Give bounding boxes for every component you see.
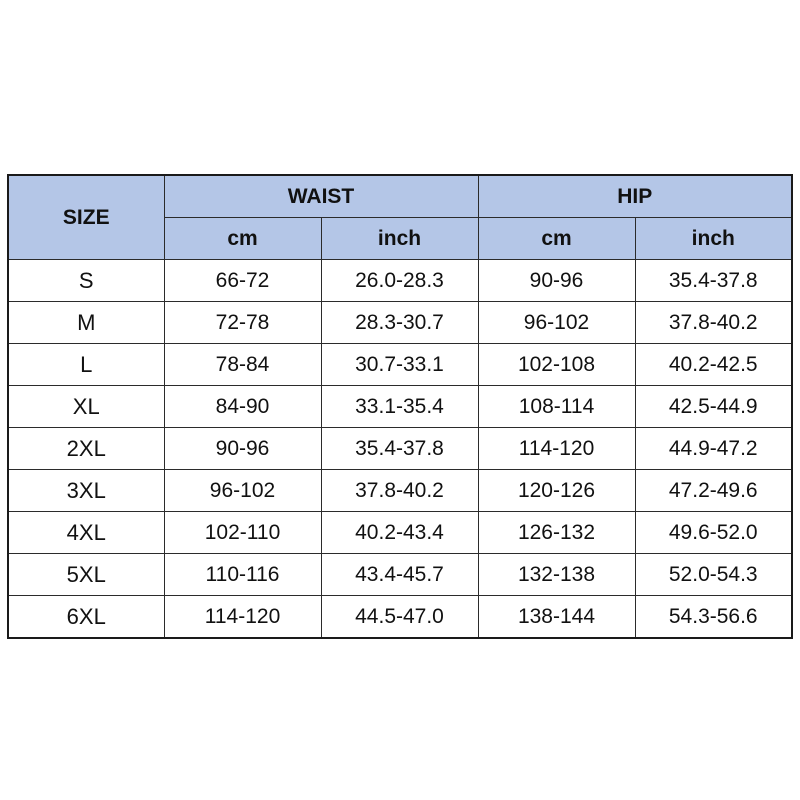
size-cell: 4XL xyxy=(8,512,164,554)
waist-cm-cell: 66-72 xyxy=(164,260,321,302)
size-cell: 5XL xyxy=(8,554,164,596)
waist-inch-cell: 35.4-37.8 xyxy=(321,428,478,470)
hip-cm-cell: 132-138 xyxy=(478,554,635,596)
waist-cm-header: cm xyxy=(164,218,321,260)
hip-cm-header: cm xyxy=(478,218,635,260)
waist-inch-cell: 28.3-30.7 xyxy=(321,302,478,344)
size-cell: S xyxy=(8,260,164,302)
waist-cm-cell: 114-120 xyxy=(164,596,321,639)
hip-inch-header: inch xyxy=(635,218,792,260)
hip-inch-cell: 40.2-42.5 xyxy=(635,344,792,386)
waist-cm-cell: 102-110 xyxy=(164,512,321,554)
waist-cm-cell: 78-84 xyxy=(164,344,321,386)
waist-inch-cell: 44.5-47.0 xyxy=(321,596,478,639)
table-row xyxy=(8,344,792,386)
table-row xyxy=(8,596,792,639)
waist-cm-cell: 110-116 xyxy=(164,554,321,596)
waist-inch-cell: 30.7-33.1 xyxy=(321,344,478,386)
size-cell: M xyxy=(8,302,164,344)
table-row xyxy=(8,470,792,512)
hip-inch-cell: 35.4-37.8 xyxy=(635,260,792,302)
table-row xyxy=(8,302,792,344)
waist-inch-cell: 26.0-28.3 xyxy=(321,260,478,302)
hip-inch-cell: 37.8-40.2 xyxy=(635,302,792,344)
size-cell: L xyxy=(8,344,164,386)
table-row xyxy=(8,554,792,596)
hip-inch-cell: 44.9-47.2 xyxy=(635,428,792,470)
table-row xyxy=(8,386,792,428)
waist-cm-cell: 72-78 xyxy=(164,302,321,344)
hip-inch-cell: 52.0-54.3 xyxy=(635,554,792,596)
header-group-row xyxy=(8,175,792,218)
size-cell: XL xyxy=(8,386,164,428)
table-header xyxy=(8,175,792,260)
size-cell: 6XL xyxy=(8,596,164,639)
hip-cm-cell: 90-96 xyxy=(478,260,635,302)
hip-cm-cell: 108-114 xyxy=(478,386,635,428)
hip-cm-cell: 120-126 xyxy=(478,470,635,512)
waist-group-header: WAIST xyxy=(164,175,478,218)
hip-cm-cell: 126-132 xyxy=(478,512,635,554)
hip-cm-cell: 114-120 xyxy=(478,428,635,470)
waist-inch-cell: 43.4-45.7 xyxy=(321,554,478,596)
waist-inch-cell: 40.2-43.4 xyxy=(321,512,478,554)
size-cell: 2XL xyxy=(8,428,164,470)
hip-cm-cell: 138-144 xyxy=(478,596,635,639)
waist-inch-cell: 37.8-40.2 xyxy=(321,470,478,512)
hip-inch-cell: 47.2-49.6 xyxy=(635,470,792,512)
hip-inch-cell: 54.3-56.6 xyxy=(635,596,792,639)
size-chart-table xyxy=(7,174,793,639)
hip-cm-cell: 96-102 xyxy=(478,302,635,344)
waist-inch-header: inch xyxy=(321,218,478,260)
table-row xyxy=(8,260,792,302)
table-row xyxy=(8,512,792,554)
waist-cm-cell: 96-102 xyxy=(164,470,321,512)
table-row xyxy=(8,428,792,470)
size-cell: 3XL xyxy=(8,470,164,512)
table-body xyxy=(8,260,792,639)
waist-cm-cell: 90-96 xyxy=(164,428,321,470)
waist-cm-cell: 84-90 xyxy=(164,386,321,428)
hip-cm-cell: 102-108 xyxy=(478,344,635,386)
hip-group-header: HIP xyxy=(478,175,792,218)
waist-inch-cell: 33.1-35.4 xyxy=(321,386,478,428)
size-column-header: SIZE xyxy=(8,175,164,260)
hip-inch-cell: 42.5-44.9 xyxy=(635,386,792,428)
hip-inch-cell: 49.6-52.0 xyxy=(635,512,792,554)
